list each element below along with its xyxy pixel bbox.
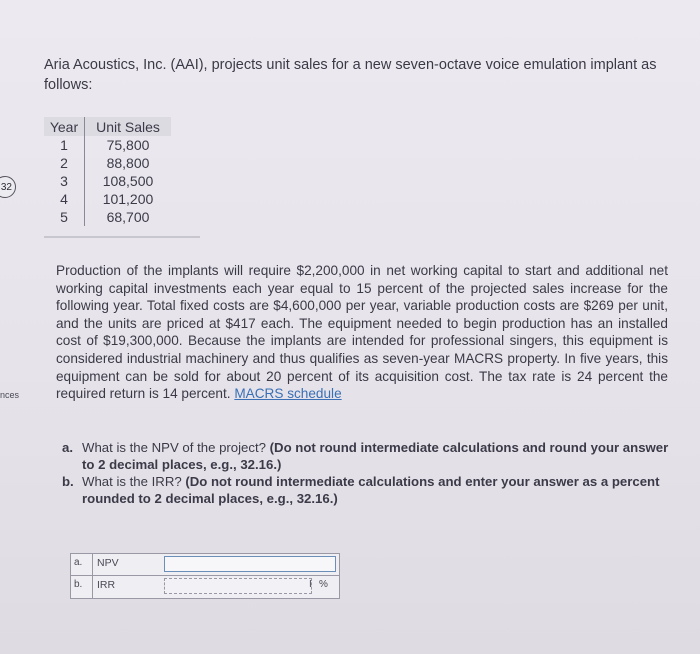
table-row: [44, 136, 171, 154]
question-letter: b.: [62, 474, 74, 489]
question-instruction: (Do not round intermediate calculations and round your answer to 2 decimal places, e.g., 32.16.): [82, 440, 669, 472]
sales-cell: 108,500: [102, 173, 154, 189]
macrs-schedule-link[interactable]: MACRS schedule: [234, 386, 342, 402]
questions-list: [62, 439, 672, 507]
question-text: What is the NPV of the project?: [82, 440, 266, 455]
col-header-unit-sales: Unit Sales: [85, 117, 172, 136]
col-header-year: Year: [44, 117, 85, 136]
intro-text: Aria Acoustics, Inc. (AAI), projects unit sales for a new seven-octave voice emulation implant as follows:: [44, 57, 657, 93]
question-a: [62, 439, 672, 473]
answer-letter: b.: [74, 579, 83, 590]
answer-table: [70, 553, 340, 599]
question-text: What is the IRR?: [82, 474, 182, 489]
sales-cell: 88,800: [106, 155, 150, 171]
answer-letter: a.: [74, 557, 83, 568]
answer-row-irr: [71, 576, 339, 597]
question-letter: a.: [62, 440, 73, 455]
irr-input[interactable]: [164, 578, 312, 594]
text-cursor-icon: I: [309, 579, 312, 590]
problem-paragraph: [56, 262, 668, 403]
problem-text: Production of the implants will require $2,200,000 in net working capital to start and additional net working capital investments each year equal to 15 percent of the projected sales increase for the following year. Total fixed costs are $4,600,000 per year, variable production costs are $269 per unit, and the units are priced at $417 each. The equipment needed to begin production has an installed cost of $19,300,000. Because the implants are intended for professional singers, this equipment is considered industrial machinery and thus qualifies as seven-year MACRS property. In five years, this equipment can be sold for about 20 percent of its acquisition cost. The tax rate is 24 percent the required return is 14 percent.: [56, 263, 668, 402]
table-divider: [44, 236, 200, 238]
year-cell: 1: [44, 136, 85, 154]
side-page-badge: 32: [0, 176, 16, 198]
sales-cell: 101,200: [102, 191, 154, 207]
npv-input[interactable]: [164, 556, 336, 572]
percent-unit: %: [319, 579, 328, 590]
question-b: [62, 473, 672, 507]
year-cell: 2: [44, 154, 85, 172]
table-row: [44, 172, 171, 190]
sales-cell: 68,700: [106, 209, 150, 225]
table-row: [44, 208, 171, 226]
table-row: [44, 190, 171, 208]
answer-row-npv: [71, 554, 339, 576]
unit-sales-table: [44, 117, 171, 226]
year-cell: 5: [44, 208, 85, 226]
answer-label-npv: NPV: [97, 557, 119, 569]
side-label: nces: [0, 390, 20, 400]
year-cell: 3: [44, 172, 85, 190]
answer-label-irr: IRR: [97, 579, 116, 591]
table-row: [44, 154, 171, 172]
question-instruction: (Do not round intermediate calculations and enter your answer as a percent rounded to 2 decimal places, e.g., 32.16.): [82, 474, 660, 506]
year-cell: 4: [44, 190, 85, 208]
sales-cell: 75,800: [106, 137, 150, 153]
